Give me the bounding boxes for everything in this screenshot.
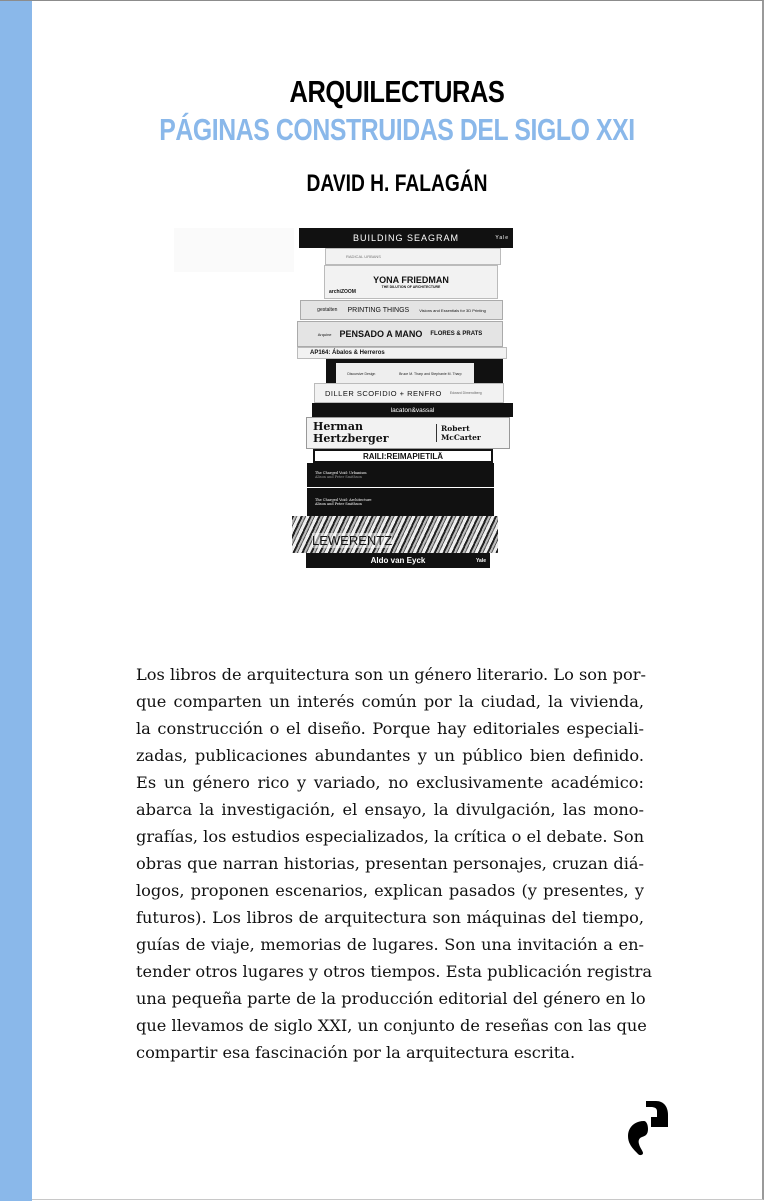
book-spine-title: RAILI:REIMAPIETILÄ (363, 451, 443, 461)
blurb-line: una pequeña parte de la producción editorial del género en lo (136, 989, 646, 1008)
book-stack-image (0, 1, 764, 601)
blurb-line: grafías, los estudios especializados, la crítica o el debate. Son (136, 827, 644, 846)
book-spine-title: Herman Hertzberger (313, 420, 389, 445)
book-spine-title: RADICAL URBANS (346, 254, 381, 259)
book-spine-title: PENSADO A MANO (339, 329, 423, 339)
blurb-line: guías de viaje, memorias de lugares. Son una invitación a en- (136, 935, 644, 954)
book-spine-subtitle: Visions and Essentials for 3D Printing (419, 307, 486, 313)
book-spine (306, 553, 490, 568)
book-spine-subtitle: Robert McCarter (436, 424, 493, 442)
book-spine-title: BUILDING SEAGRAM (352, 233, 460, 243)
book-spine-title: LEWERENTZ (312, 533, 393, 548)
book-spine-label (336, 363, 474, 385)
blurb-paragraph (136, 661, 652, 1066)
book-spine-subtitle: Edward Dimendberg (449, 391, 482, 395)
blurb-line: Los libros de arquitectura son un género literario. Lo son por- (136, 665, 646, 684)
book-spine (292, 516, 498, 553)
book-spine-title: AP164: Ábalos & Herreros (310, 350, 385, 356)
blurb-line: futuros). Los libros de arquitectura son máquinas del tiempo, (136, 908, 644, 927)
book-spine (307, 488, 494, 516)
book-spine-publisher: archiZOOM (329, 288, 356, 295)
blurb-line: que comparten un interés común por la ciudad, la vivienda, (136, 692, 644, 711)
book-spine (297, 321, 503, 347)
blurb-line: abarca la investigación, el ensayo, la divulgación, las mono- (136, 800, 644, 819)
book-spine-subtitle: THE DILUTION OF ARCHITECTURE (381, 285, 441, 289)
blurb-line: tender otros lugares y otros tiempos. Esta publicación registra (136, 962, 652, 981)
book-spine (300, 300, 503, 320)
book-spine (325, 248, 501, 265)
book-spine (324, 265, 498, 299)
book-spine-title: Aldo van Eyck (370, 556, 426, 565)
quote-mark-logo-icon (622, 1095, 670, 1157)
image-background-patch (174, 228, 294, 272)
blurb-line: logos, proponen escenarios, explican pasados (y presentes, y (136, 881, 644, 900)
book-spine-subtitle: FLORES & PRATS (430, 331, 483, 337)
blurb-line: zadas, publicaciones abundantes y un público bien definido. (136, 746, 644, 765)
book-spine-publisher: Yale (475, 557, 486, 564)
book-spine-title: The Charged Void: Urbanism (315, 471, 367, 475)
book-author: DAVID H. FALAGÁN (306, 170, 488, 197)
book-spine (299, 228, 513, 248)
book-title: ARQUILECTURAS (289, 74, 505, 109)
blurb-line: que llevamos de siglo XXI, un conjunto de reseñas con las que (136, 1016, 647, 1035)
blurb-line: Es un género rico y variado, no exclusivamente académico: (136, 773, 644, 792)
blurb-line: compartir esa fascinación por la arquitectura escrita. (136, 1043, 576, 1062)
book-spine-publisher: gestalten (317, 307, 338, 313)
book-spine-title: Discursive Design (347, 371, 376, 376)
book-spine (306, 417, 510, 449)
book-spine-title: DILLER SCOFIDIO + RENFRO (325, 388, 442, 398)
book-spine-publisher: Arquine (317, 331, 332, 337)
book-subtitle: PÁGINAS CONSTRUIDAS DEL SIGLO XXI (159, 112, 635, 147)
book-spine-publisher: Yale (495, 235, 509, 241)
book-spine-title: The Charged Void: Architecture (315, 498, 372, 502)
book-spine (313, 449, 493, 463)
blurb-line: obras que narran historias, presentan personajes, cruzan diá- (136, 854, 644, 873)
book-spine-title: YONA FRIEDMAN (373, 275, 449, 285)
book-spine-subtitle: Bruce M. Tharp and Stephanie M. Tharp (399, 371, 462, 376)
book-spine-subtitle: Alison and Peter Smithson (315, 475, 362, 479)
book-spine-title: lacaton&vassal (390, 406, 435, 414)
book-spine-subtitle: Alison and Peter Smithson (315, 502, 362, 506)
book-spine (314, 383, 504, 403)
book-spine (297, 347, 507, 359)
book-spine-title: PRINTING THINGS (347, 306, 410, 314)
book-spine (312, 403, 513, 417)
blurb-line: la construcción o el diseño. Porque hay editoriales especiali- (136, 719, 644, 738)
book-spine (307, 463, 494, 487)
